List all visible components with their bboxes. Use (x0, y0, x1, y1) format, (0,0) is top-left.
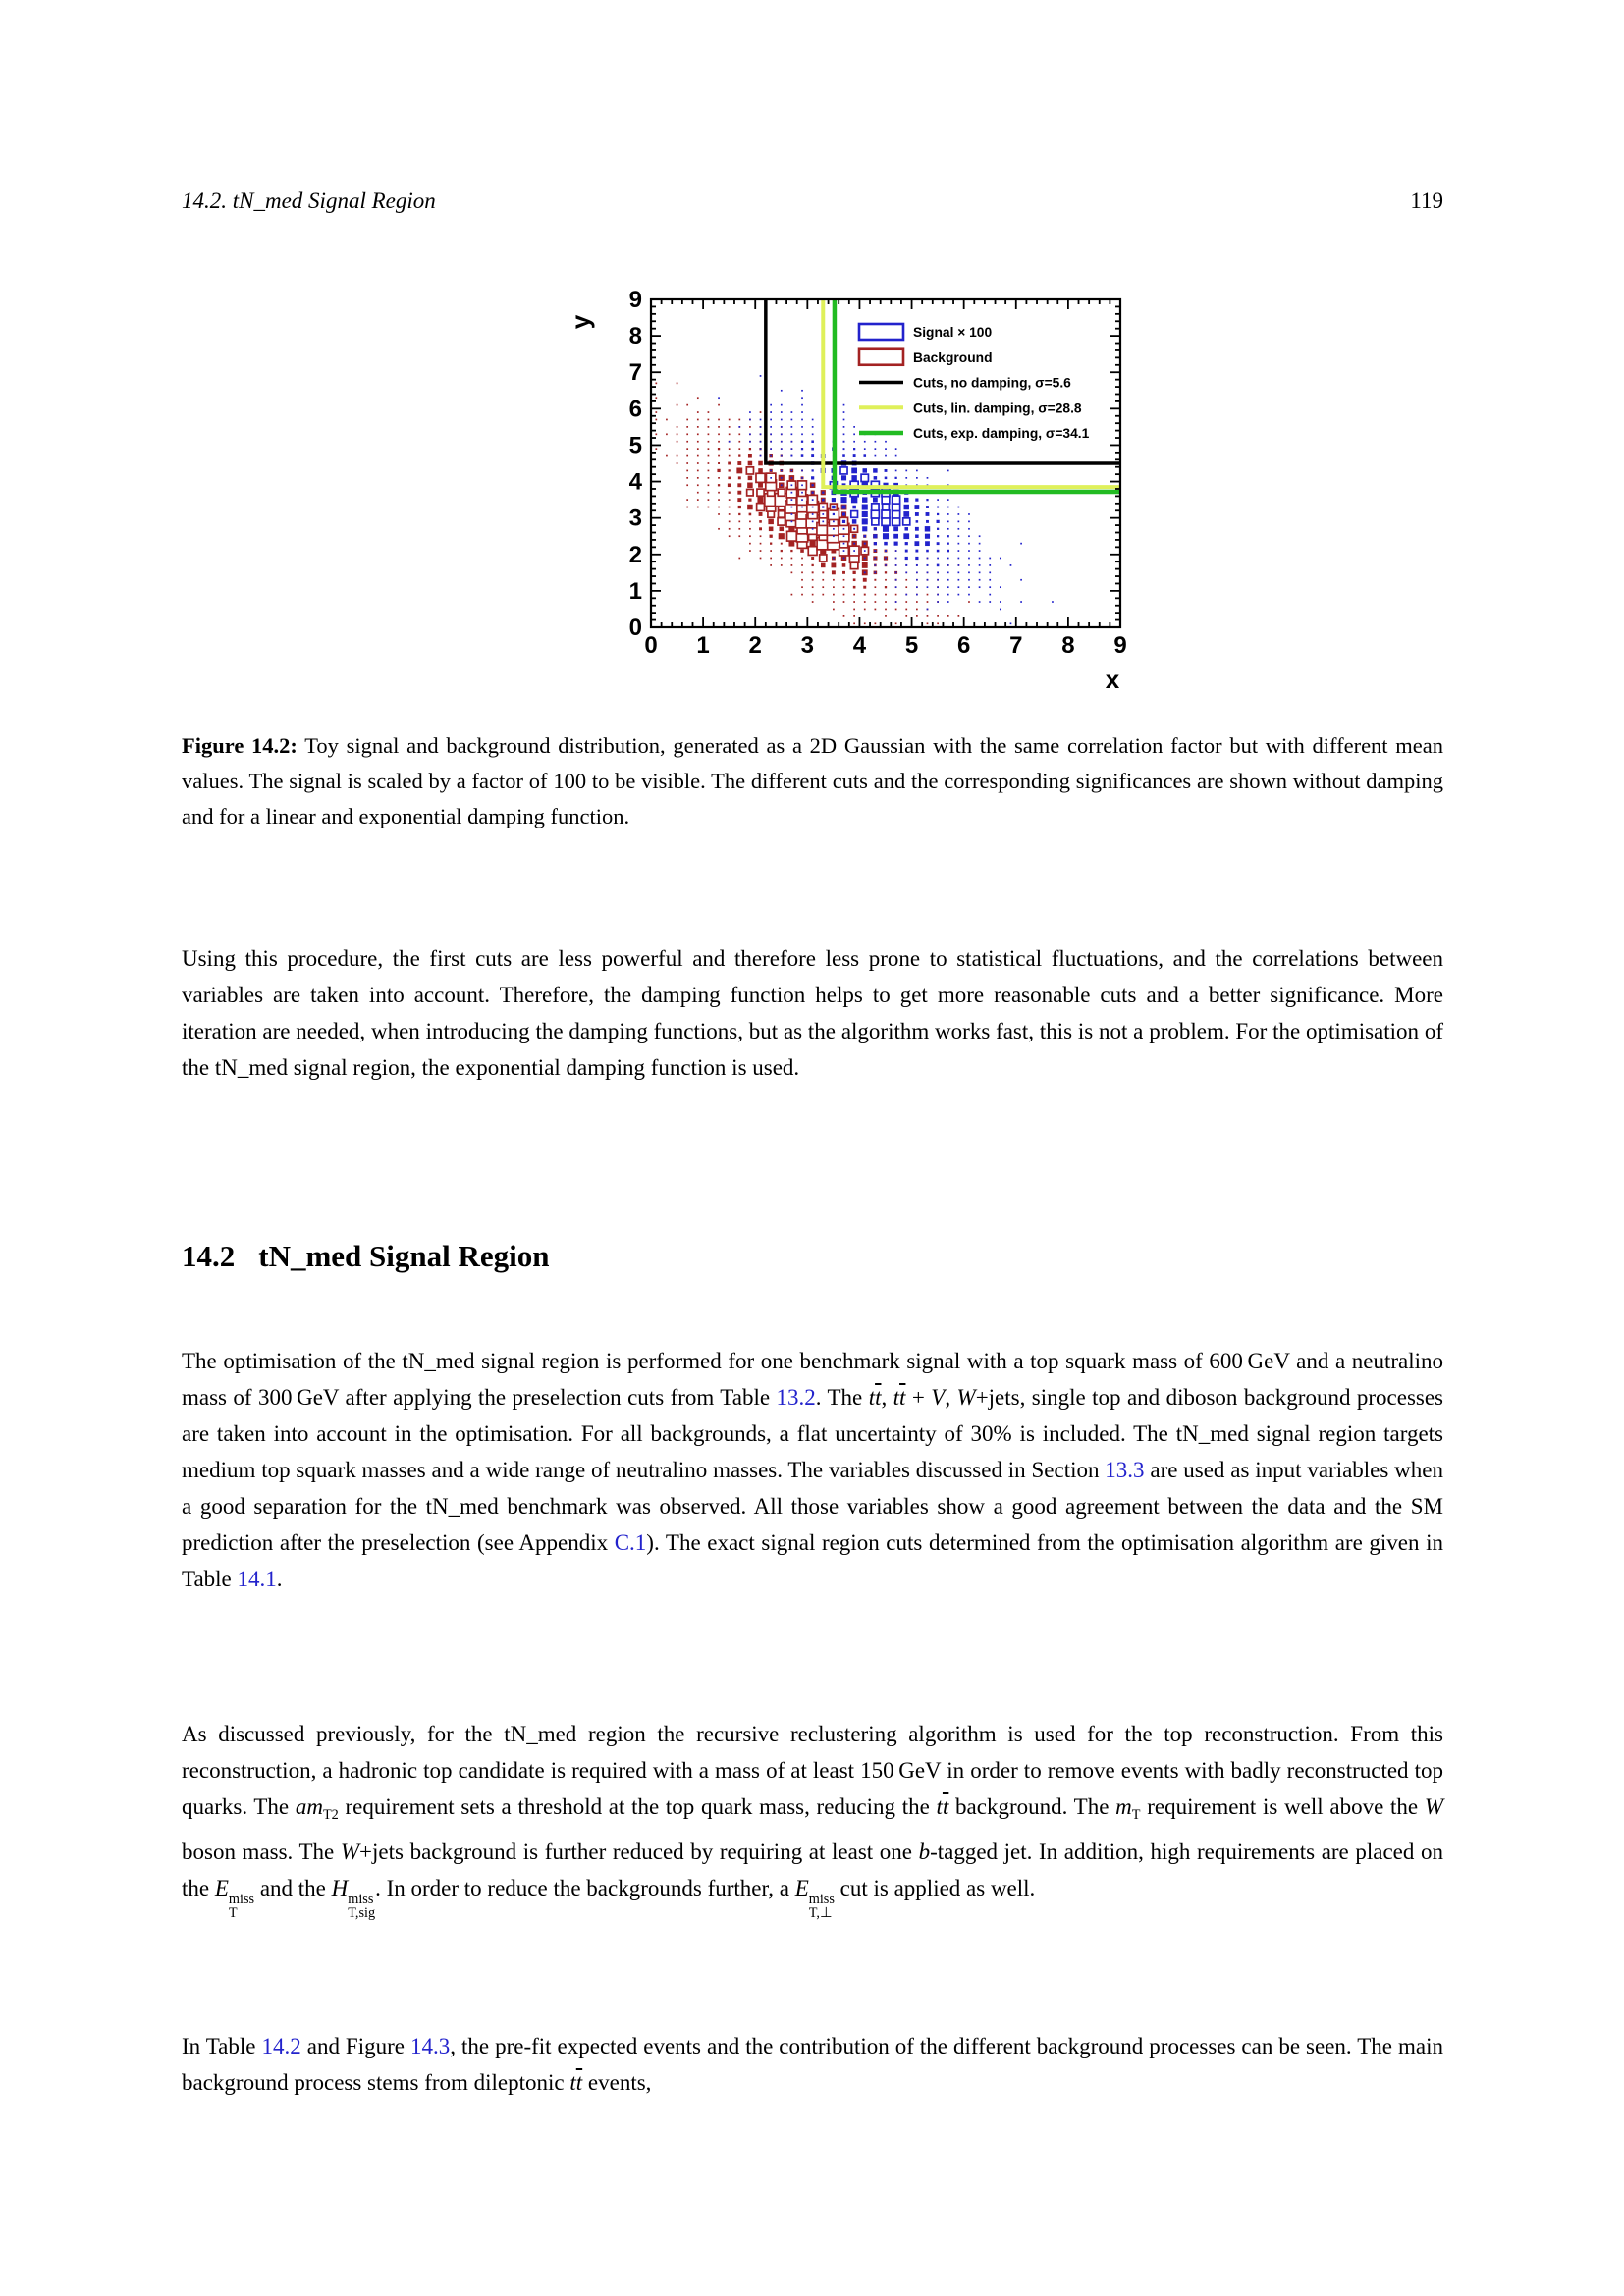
math-script: miss T,⊥ (808, 1891, 835, 1922)
x-tick-label: 2 (748, 632, 762, 659)
y-tick-label: 5 (628, 432, 642, 459)
text-segment: requirement sets a threshold at the top quark mass, reducing the (338, 1794, 937, 1819)
ref-link[interactable]: 13.3 (1105, 1458, 1145, 1482)
text-segment: Using this procedure, the first cuts are less powerful and therefore less prone to statistical fluctuations, and the correlations between variables are taken into account. Therefore, the damping function helps to get more reasonable cuts and a better significance. More iteration are needed, when introducing the damping functions, but as the algorithm works fast, this is not a problem. For the optimisation of the tN_med signal region, the exponential damping function is used. (182, 946, 1443, 1080)
text-segment: cut is applied as well. (834, 1875, 1036, 1900)
math-script: miss T,sig (348, 1891, 376, 1922)
figure-chart (530, 265, 1178, 697)
x-axis-title: x (1105, 665, 1120, 694)
text-segment: ). The exact signal region cuts determined from the optimisation algorithm are given in Table (182, 1530, 1443, 1591)
ref-link[interactable]: 14.2 (261, 2034, 301, 2058)
ref-link[interactable]: 13.2 (776, 1385, 816, 1410)
text-segment: t (936, 1794, 943, 1819)
page-number: 119 (1410, 188, 1443, 213)
text-segment: $\overline{t}$ (899, 1385, 906, 1410)
y-tick-label: 4 (628, 468, 642, 496)
ref-link[interactable]: C.1 (614, 1530, 647, 1555)
text-segment: am (295, 1794, 323, 1819)
legend (859, 324, 1090, 441)
text-segment: + (905, 1385, 932, 1410)
text-segment: $\overline{t}$ (875, 1385, 882, 1410)
y-axis-title: y (566, 314, 595, 330)
text-segment: t (569, 2070, 576, 2095)
text-segment: V (931, 1385, 946, 1410)
text-segment: H (331, 1875, 349, 1900)
text-segment: requirement is well above the (1140, 1794, 1425, 1819)
legend-swatch-box (859, 324, 903, 340)
paragraph-1 (182, 940, 1443, 1086)
text-segment: W (1424, 1794, 1443, 1819)
y-tick-label: 7 (628, 359, 642, 387)
series-background (655, 383, 969, 625)
text-segment: t (868, 1385, 876, 1410)
x-tick-label: 4 (852, 632, 867, 659)
paragraph-4 (182, 2028, 1443, 2101)
ref-link[interactable]: 14.3 (409, 2034, 451, 2058)
text-segment: . (276, 1567, 283, 1591)
page-header (182, 188, 1443, 214)
paragraph-2 (182, 1343, 1443, 1597)
figure-caption-label: Figure 14.2: (182, 733, 298, 758)
y-tick-label: 3 (628, 505, 642, 532)
section-heading (182, 1239, 1443, 1274)
x-tick-label: 7 (1009, 632, 1023, 659)
x-tick-label: 3 (800, 632, 815, 659)
x-tick-label: 1 (696, 632, 710, 659)
text-segment: t (893, 1385, 900, 1410)
x-tick-label: 8 (1061, 632, 1075, 659)
x-tick-label: 5 (904, 632, 919, 659)
section-title: tN_med Signal Region (258, 1239, 550, 1273)
text-segment: boson mass. The (182, 1839, 341, 1864)
legend-label: Cuts, exp. damping, σ=34.1 (913, 426, 1090, 441)
legend-label: Cuts, no damping, σ=5.6 (913, 375, 1071, 391)
text-segment: W (340, 1839, 360, 1864)
legend-label: Background (913, 349, 993, 365)
text-segment: events, (582, 2070, 652, 2095)
paragraph-3 (182, 1716, 1443, 1921)
text-segment: In Table (182, 2034, 262, 2058)
figure-14-2 (530, 265, 1178, 697)
text-segment: background. The (948, 1794, 1116, 1819)
y-tick-label: 6 (628, 396, 642, 423)
y-tick-label: 2 (628, 541, 642, 568)
text-segment: and Figure (300, 2034, 410, 2058)
x-tick-label: 6 (956, 632, 971, 659)
math-subscript: T2 (322, 1806, 339, 1823)
math-script: miss T (228, 1891, 255, 1922)
text-segment: As discussed previously, for the tN_med region the recursive reclustering algorithm is used for the top reconstruction. From this reconstruction, a hadronic top candidate is required with a mass of at least 150 GeV in order to remove events with badly reconstructed top quarks. The (182, 1722, 1443, 1819)
y-tick-label: 8 (628, 323, 642, 350)
text-segment: -tagged jet. In addition, high requirements are placed on the (182, 1839, 1444, 1900)
text-segment: b (918, 1839, 931, 1864)
text-segment: , (881, 1385, 893, 1410)
text-segment: W (956, 1385, 976, 1410)
y-tick-label: 9 (628, 287, 642, 313)
text-segment: , (945, 1385, 957, 1410)
running-head: 14.2. tN_med Signal Region (182, 188, 436, 213)
figure-caption-text: Toy signal and background distribution, generated as a 2D Gaussian with the same correlation factor but with different mean values. The signal is scaled by a factor of 100 to be visible. The different cuts and the corresponding significances are shown without damping and for a linear and exponential damping function. (182, 733, 1444, 828)
text-segment: E (794, 1875, 809, 1900)
text-segment: $\overline{t}$ (942, 1794, 949, 1819)
text-segment: . In order to reduce the backgrounds further, a (375, 1875, 795, 1900)
text-segment: are used as input variables when a good separation for the tN_med benchmark was observed. All those variables show a good agreement between the data and the SM prediction after the preselection (see Appendix (182, 1458, 1443, 1555)
x-tick-label: 0 (644, 632, 658, 659)
section-number: 14.2 (182, 1239, 236, 1273)
y-tick-label: 0 (628, 614, 642, 641)
text-segment: . The (815, 1385, 869, 1410)
text-segment: +jets background is further reduced by requiring at least one (359, 1839, 919, 1864)
text-segment: E (214, 1875, 229, 1900)
text-segment: The optimisation of the tN_med signal region is performed for one benchmark signal with a top squark mass of 600 GeV and a neutralino mass of 300 GeV after applying the preselection cuts from Table (182, 1349, 1443, 1410)
text-segment: $\overline{t}$ (575, 2070, 583, 2095)
x-tick-label: 9 (1113, 632, 1127, 659)
text-segment: +jets, single top and diboson background processes are taken into account in the optimisation. For all backgrounds, a flat uncertainty of 30% is included. The tN_med signal region targets medium top squark masses and a wide range of neutralino masses. The variables discussed in Section (182, 1385, 1444, 1482)
text-segment: and the (254, 1875, 332, 1900)
y-tick-label: 1 (628, 577, 642, 605)
figure-caption (182, 728, 1443, 834)
legend-swatch-box (859, 349, 903, 365)
text-segment: , the pre-fit expected events and the contribution of the different background processes can be seen. The main background process stems from dileptonic (182, 2034, 1443, 2095)
legend-label: Signal × 100 (913, 325, 993, 340)
math-subscript: T (1131, 1806, 1141, 1823)
legend-label: Cuts, lin. damping, σ=28.8 (913, 400, 1082, 416)
text-segment: m (1115, 1794, 1132, 1819)
ref-link[interactable]: 14.1 (237, 1567, 277, 1591)
